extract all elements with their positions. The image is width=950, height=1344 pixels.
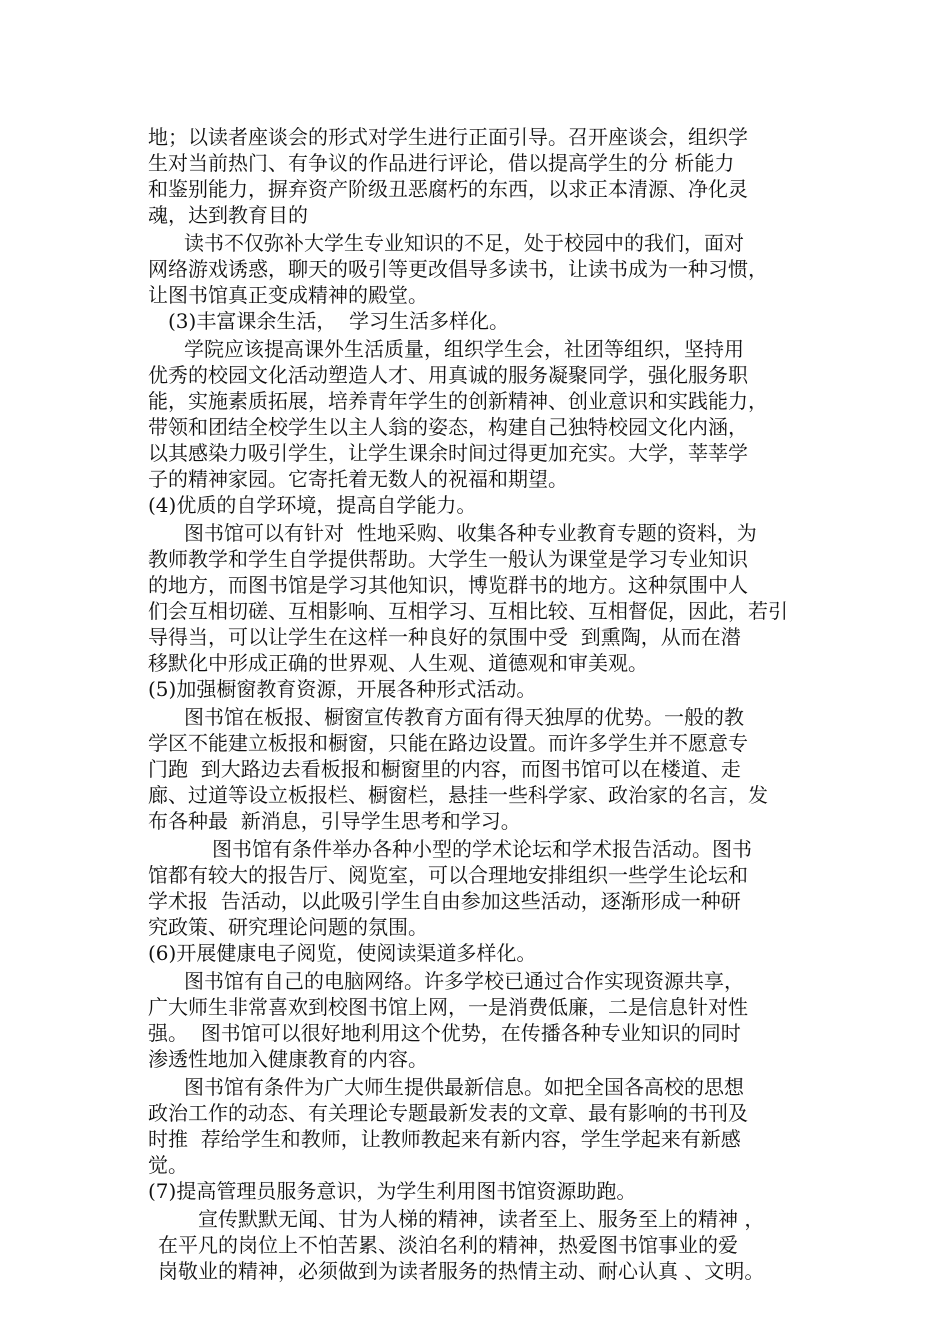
text-line: 优秀的校园文化活动塑造人才、用真诚的服务凝聚同学，强化服务职	[148, 363, 748, 387]
text-line: 读书不仅弥补大学生专业知识的不足，处于校园中的我们，面对	[184, 231, 744, 255]
text-line: 能，实施素质拓展，培养青年学生的创新精神、创业意识和实践能力，	[148, 389, 768, 413]
section-heading: (4)优质的自学环境，提高自学能力。	[148, 493, 477, 517]
text-line: 廊、过道等设立板报栏、橱窗栏，悬挂一些科学家、政治家的名言，发	[148, 783, 768, 807]
text-line: 强。 图书馆可以很好地利用这个优势，在传播各种专业知识的同时	[148, 1021, 741, 1045]
text-line: 们会互相切磋、互相影响、互相学习、互相比较、互相督促，因此，若引	[148, 599, 788, 623]
text-line: 门跑 到大路边去看板报和橱窗里的内容，而图书馆可以在楼道、走	[148, 757, 741, 781]
section-heading: (7)提高管理员服务意识，为学生利用图书馆资源助跑。	[148, 1179, 637, 1203]
text-line: 以其感染力吸引学生，让学生课余时间过得更加充实。大学，莘莘学	[148, 441, 748, 465]
text-line: 移默化中形成正确的世界观、人生观、道德观和审美观。	[148, 651, 648, 675]
text-line: 政治工作的动态、有关理论专题最新发表的文章、最有影响的书刊及	[148, 1101, 748, 1125]
text-line: 学术报 告活动，以此吸引学生自由参加这些活动，逐渐形成一种研	[148, 889, 741, 913]
text-line: 地；以读者座谈会的形式对学生进行正面引导。召开座谈会，组织学	[148, 125, 748, 149]
text-line: 带领和团结全校学生以主人翁的姿态，构建自己独特校园文化内涵，	[148, 415, 748, 439]
text-line: 和鉴别能力，摒弃资产阶级丑恶腐朽的东西，以求正本清源、净化灵	[148, 177, 748, 201]
text-line: 岗敬业的精神，必须做到为读者服务的热情主动、耐心认真 、文明。	[158, 1259, 765, 1283]
text-line: 布各种最 新消息，引导学生思考和学习。	[148, 809, 521, 833]
text-line: 魂，达到教育目的	[148, 203, 308, 227]
text-line: 图书馆有自己的电脑网络。许多学校已通过合作实现资源共享，	[184, 969, 744, 993]
text-line: 教师教学和学生自学提供帮助。大学生一般认为课堂是学习专业知识	[148, 547, 748, 571]
section-heading: (6)开展健康电子阅览，使阅读渠道多样化。	[148, 941, 537, 965]
text-line: 让图书馆真正变成精神的殿堂。	[148, 283, 428, 307]
text-line: 网络游戏诱惑，聊天的吸引等更改倡导多读书，让读书成为一种习惯，	[148, 257, 768, 281]
text-line: 宣传默默无闻、甘为人梯的精神，读者至上、服务至上的精神 ，	[198, 1207, 765, 1231]
section-heading: (5)加强橱窗教育资源，开展各种形式活动。	[148, 677, 537, 701]
text-line: 导得当，可以让学生在这样一种良好的氛围中受 到熏陶，从而在潜	[148, 625, 741, 649]
text-line: 觉。	[148, 1153, 188, 1177]
text-line: 时推 荐给学生和教师，让教师教起来有新内容，学生学起来有新感	[148, 1127, 741, 1151]
text-line: 广大师生非常喜欢到校图书馆上网，一是消费低廉，二是信息针对性	[148, 995, 748, 1019]
text-line: 图书馆在板报、橱窗宣传教育方面有得天独厚的优势。一般的教	[184, 705, 744, 729]
text-line: 图书馆可以有针对 性地采购、收集各种专业教育专题的资料，为	[184, 521, 757, 545]
text-line: 渗透性地加入健康教育的内容。	[148, 1047, 428, 1071]
text-line: 子的精神家园。它寄托着无数人的祝福和期望。	[148, 467, 568, 491]
text-line: 馆都有较大的报告厅、阅览室，可以合理地安排组织一些学生论坛和	[148, 863, 748, 887]
text-line: 图书馆有条件为广大师生提供最新信息。如把全国各高校的思想	[184, 1075, 744, 1099]
text-line: 学院应该提高课外生活质量，组织学生会，社团等组织，坚持用	[184, 337, 744, 361]
text-line: 的地方，而图书馆是学习其他知识，博览群书的地方。这种氛围中人	[148, 573, 748, 597]
text-line: 图书馆有条件举办各种小型的学术论坛和学术报告活动。图书	[212, 837, 752, 861]
text-line: 究政策、研究理论问题的氛围。	[148, 915, 428, 939]
section-heading: (3)丰富课余生活， 学习生活多样化。	[168, 309, 510, 333]
text-line: 学区不能建立板报和橱窗，只能在路边设置。而许多学生并不愿意专	[148, 731, 748, 755]
text-line: 在平凡的岗位上不怕苦累、淡泊名利的精神，热爱图书馆事业的爱	[158, 1233, 738, 1257]
text-line: 生对当前热门、有争议的作品进行评论，借以提高学生的分 析能力	[148, 151, 735, 175]
